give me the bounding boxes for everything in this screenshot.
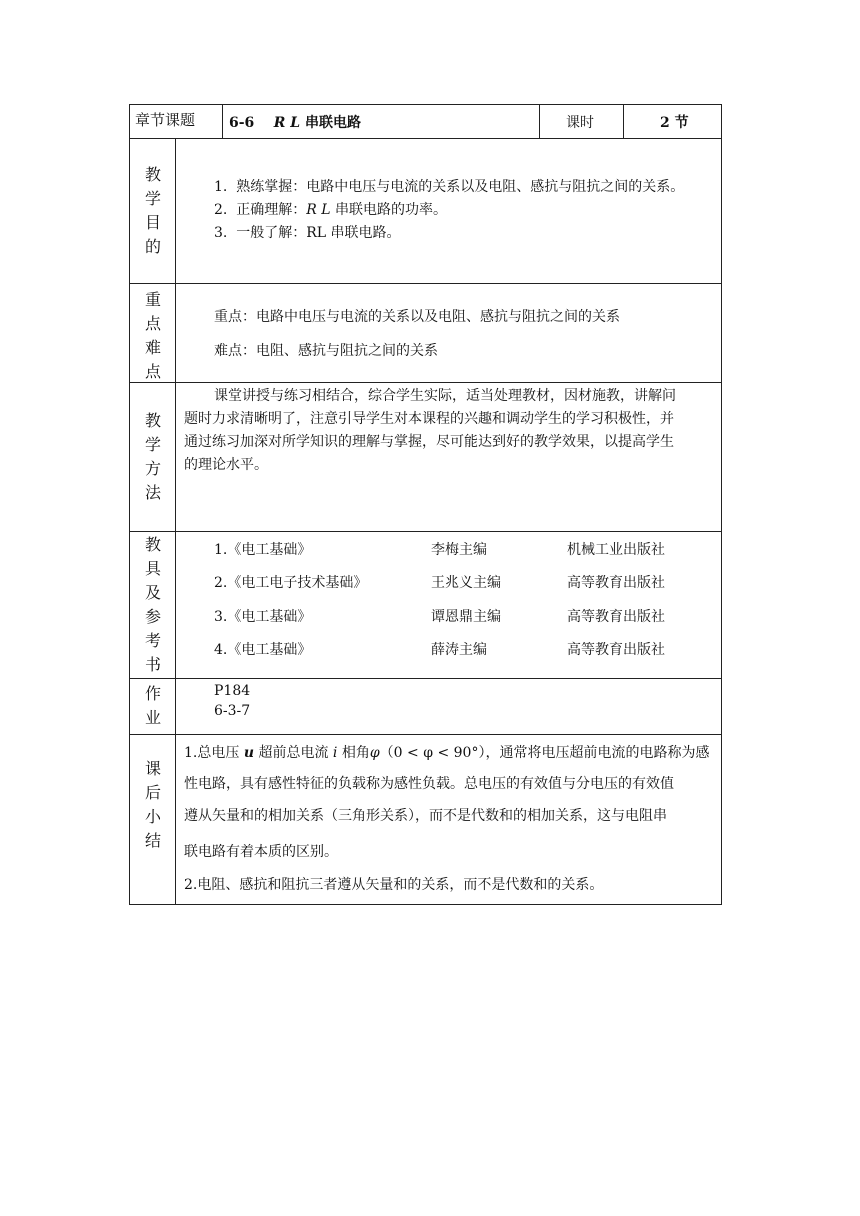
item-number: 2.	[214, 202, 228, 218]
book-publisher: 高等教育出版社	[567, 642, 665, 658]
book-editor: 谭恩鼎主编	[431, 609, 501, 625]
book-publisher: 高等教育出版社	[567, 575, 665, 591]
references-content-cell	[175, 531, 722, 679]
label-char: 法	[144, 483, 161, 502]
objective-item-1	[214, 177, 684, 197]
label-char: 难	[144, 338, 161, 357]
label-char: 教	[144, 535, 161, 554]
references-label	[138, 533, 168, 677]
keypoints-content-cell	[175, 283, 722, 383]
voltage-symbol: u	[243, 745, 254, 761]
current-symbol: i	[332, 745, 338, 761]
item-text: 一般了解：RL 串联电路。	[236, 225, 401, 241]
summary-content-cell	[175, 734, 722, 905]
book-editor: 王兆义主编	[431, 575, 501, 591]
keypoints-label-cell	[129, 283, 176, 383]
objectives-content-cell	[175, 138, 722, 284]
label-char: 课	[144, 759, 161, 778]
label-char: 点	[144, 314, 161, 333]
label-char: 后	[144, 783, 161, 802]
label-char: 书	[144, 655, 161, 674]
item-italic: R L	[306, 202, 331, 218]
objectives-label-cell	[129, 138, 176, 284]
method-line-3: 通过练习加深对所学知识的理解与掌握，尽可能达到好的教学效果，以提高学生	[184, 434, 674, 450]
book-editor: 薛涛主编	[431, 642, 487, 658]
book-title: 2.《电工电子技术基础》	[214, 575, 368, 591]
objective-item-3	[214, 223, 401, 243]
chapter-label: 章节课题	[135, 111, 196, 129]
hours-label: 课时	[566, 115, 594, 131]
method-line-4: 的理论水平。	[184, 457, 268, 473]
hours-value: 2 节	[660, 115, 689, 131]
label-char: 点	[144, 362, 161, 381]
label-char: 小	[144, 807, 161, 826]
item-text: 正确理解：	[236, 202, 307, 218]
summary-line-4: 联电路有着本质的区别。	[184, 844, 338, 860]
label-char: 目	[144, 213, 161, 232]
label-char: 业	[144, 708, 161, 727]
topic-italic: R L	[273, 115, 301, 131]
label-char: 参	[144, 607, 161, 626]
summary-line-1	[184, 743, 709, 763]
summary-line-5: 2.电阻、感抗和阻抗三者遵从矢量和的关系，而不是代数和的关系。	[184, 877, 604, 893]
keypoints-label	[138, 288, 168, 384]
method-label	[138, 409, 168, 505]
label-char: 结	[144, 831, 161, 850]
book-publisher: 机械工业出版社	[567, 542, 665, 558]
book-editor: 李梅主编	[431, 542, 487, 558]
label-char: 方	[144, 459, 161, 478]
item-text: 串联电路的功率。	[330, 202, 448, 218]
summary-line-2: 性电路，具有感性特征的负载称为感性负载。总电压的有效值与分电压的有效值	[184, 776, 674, 792]
summary-text: 相角	[337, 745, 370, 761]
label-char: 的	[144, 237, 161, 256]
method-line-2: 题时力求清晰明了，注意引导学生对本课程的兴趣和调动学生的学习积极性，并	[184, 411, 674, 427]
book-title: 4.《电工基础》	[214, 642, 312, 658]
summary-line-3: 遵从矢量和的相加关系（三角形关系），而不是代数和的相加关系，这与电阻串	[184, 808, 667, 824]
chapter-label-cell	[129, 104, 223, 139]
objectives-label	[138, 163, 168, 259]
homework-label-cell	[129, 678, 176, 735]
hours-value-cell	[623, 104, 722, 139]
key-point-text: 重点：电路中电压与电流的关系以及电阻、感抗与阻抗之间的关系	[214, 309, 620, 325]
homework-label	[138, 682, 168, 730]
summary-label	[138, 757, 168, 853]
homework-line: P184	[214, 683, 251, 699]
homework-line: 6-3-7	[214, 703, 251, 719]
references-label-cell	[129, 531, 176, 679]
summary-text: （0 < φ < 90°），通常将电压超前电流的电路称为感	[379, 745, 710, 761]
label-char: 考	[144, 631, 161, 650]
book-publisher: 高等教育出版社	[567, 609, 665, 625]
book-title: 1.《电工基础》	[214, 542, 312, 558]
item-number: 1.	[214, 179, 228, 195]
method-content-cell	[175, 382, 722, 532]
label-char: 学	[144, 435, 161, 454]
item-text: 熟练掌握：电路中电压与电流的关系以及电阻、感抗与阻抗之间的关系。	[236, 179, 685, 195]
label-char: 作	[144, 684, 161, 703]
label-char: 重	[144, 290, 161, 309]
book-title: 3.《电工基础》	[214, 609, 312, 625]
label-char: 及	[144, 583, 161, 602]
topic-name: 串联电路	[305, 115, 362, 131]
difficult-point-text: 难点：电阻、感抗与阻抗之间的关系	[214, 343, 438, 359]
topic-title	[229, 113, 361, 133]
label-char: 具	[144, 559, 161, 578]
objective-item-2	[214, 200, 447, 220]
topic-cell	[222, 104, 540, 139]
label-char: 学	[144, 189, 161, 208]
phi-symbol: φ	[369, 745, 380, 761]
label-char: 教	[144, 411, 161, 430]
summary-label-cell	[129, 734, 176, 905]
topic-number: 6-6	[229, 115, 255, 131]
hours-label-cell	[539, 104, 624, 139]
summary-text: 1.总电压	[184, 745, 244, 761]
method-label-cell	[129, 382, 176, 532]
homework-content-cell	[175, 678, 722, 735]
summary-text: 超前总电流	[254, 745, 333, 761]
label-char: 教	[144, 165, 161, 184]
item-number: 3.	[214, 225, 228, 241]
method-line-1: 课堂讲授与练习相结合，综合学生实际，适当处理教材，因材施教，讲解问	[214, 388, 676, 404]
